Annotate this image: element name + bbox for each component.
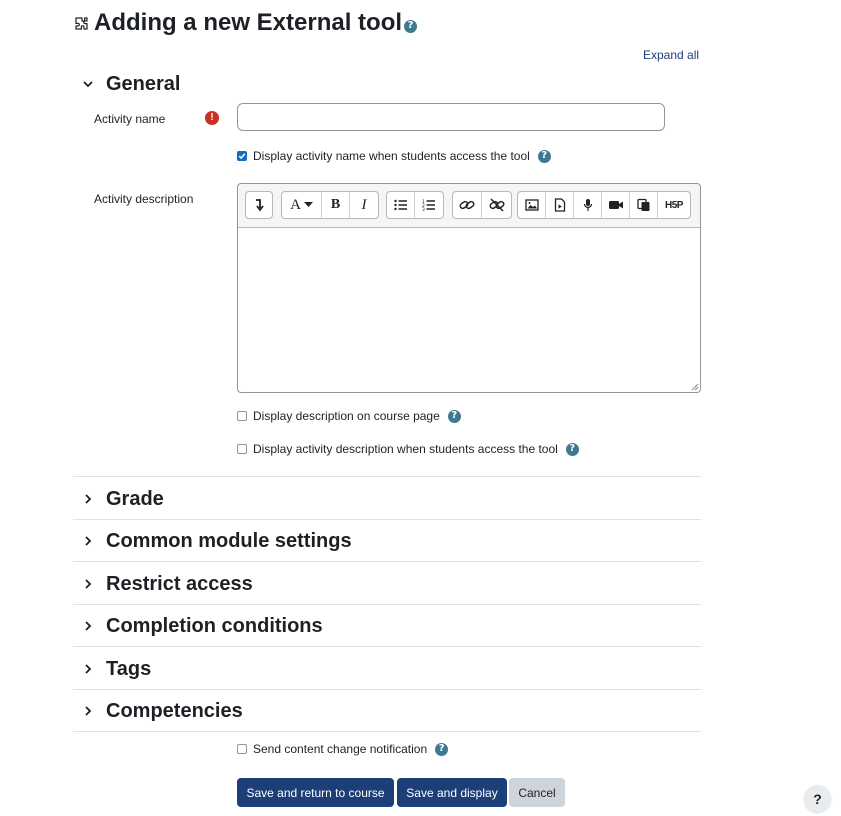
svg-text:3: 3: [422, 208, 425, 211]
section-title: Common module settings: [106, 529, 352, 552]
help-icon[interactable]: ?: [566, 443, 579, 456]
show-description-row: [237, 409, 461, 423]
unordered-list-icon[interactable]: [387, 192, 415, 218]
toolbar-group-media: [517, 191, 691, 219]
show-description-label: Display description on course page: [253, 409, 440, 423]
bold-icon[interactable]: [322, 192, 350, 218]
notify-row: [237, 742, 448, 756]
section-divider: [73, 561, 701, 562]
font-color-glyph: A: [290, 196, 301, 213]
section-completion-conditions[interactable]: [73, 605, 701, 647]
activity-description-label: Activity description: [94, 192, 194, 206]
link-icon[interactable]: [453, 192, 482, 218]
record-audio-icon[interactable]: [574, 192, 602, 218]
show-name-checkbox[interactable]: [237, 151, 247, 161]
puzzle-piece-icon: [73, 16, 91, 34]
required-icon: !: [205, 111, 219, 125]
save-and-return-button[interactable]: Save and return to course: [237, 778, 394, 807]
show-activity-description-label: Display activity description when students access the tool: [253, 442, 558, 456]
toolbar-group-lists: [386, 191, 444, 219]
chevron-down-icon: [82, 78, 94, 90]
show-name-label: Display activity name when students access the tool: [253, 149, 530, 163]
section-title: Tags: [106, 657, 152, 680]
section-competencies[interactable]: [73, 690, 701, 732]
resize-grip-icon[interactable]: [691, 383, 699, 391]
help-icon[interactable]: ?: [448, 410, 461, 423]
save-and-display-button[interactable]: Save and display: [397, 778, 507, 807]
toolbar-group-links: [452, 191, 512, 219]
editor-content-area[interactable]: [238, 228, 700, 392]
section-title: Competencies: [106, 699, 243, 722]
section-divider: [73, 646, 701, 647]
italic-glyph: I: [361, 196, 367, 213]
ordered-list-icon[interactable]: [415, 192, 443, 218]
show-description-checkbox[interactable]: [237, 411, 247, 421]
section-restrict-access[interactable]: [73, 563, 701, 605]
notify-label: Send content change notification: [253, 742, 428, 756]
unlink-icon[interactable]: [482, 192, 511, 218]
help-icon[interactable]: ?: [435, 743, 448, 756]
chevron-right-icon: [82, 535, 94, 547]
editor-toolbar: [238, 184, 700, 228]
font-color-icon[interactable]: [282, 192, 322, 218]
section-divider: [73, 731, 701, 732]
notify-checkbox[interactable]: [237, 744, 247, 754]
section-common-module-settings[interactable]: [73, 520, 701, 562]
media-icon[interactable]: [546, 192, 574, 218]
chevron-right-icon: [82, 620, 94, 632]
chevron-right-icon: [82, 493, 94, 505]
activity-name-input[interactable]: [237, 103, 665, 131]
expand-all-link[interactable]: Expand all: [643, 48, 700, 62]
manage-files-icon[interactable]: [630, 192, 658, 218]
show-activity-description-row: [237, 442, 579, 456]
section-divider: [73, 476, 701, 477]
svg-text:2: 2: [422, 204, 425, 209]
italic-icon[interactable]: [350, 192, 378, 218]
floating-help-button[interactable]: ?: [804, 785, 831, 812]
record-video-icon[interactable]: [602, 192, 630, 218]
bold-glyph: B: [330, 197, 341, 212]
help-icon[interactable]: ?: [404, 20, 417, 33]
svg-text:1: 1: [422, 200, 425, 205]
chevron-right-icon: [82, 663, 94, 675]
help-icon[interactable]: ?: [538, 150, 551, 163]
section-title: Restrict access: [106, 572, 253, 595]
activity-name-label: Activity name: [94, 112, 166, 126]
section-title: Grade: [106, 487, 164, 510]
toolbar-group-style: [281, 191, 379, 219]
image-icon[interactable]: [518, 192, 546, 218]
section-title: General: [106, 72, 181, 95]
h5p-icon[interactable]: [658, 192, 690, 218]
collapse-icon[interactable]: [246, 192, 272, 218]
show-name-row: [237, 149, 551, 163]
cancel-button[interactable]: Cancel: [509, 778, 565, 807]
description-editor: [237, 183, 701, 393]
section-general[interactable]: [73, 63, 701, 105]
toolbar-group-collapse: [245, 191, 273, 219]
page-title: Adding a new External tool: [94, 9, 403, 36]
section-grade[interactable]: [73, 478, 701, 520]
section-tags[interactable]: [73, 648, 701, 690]
h5p-label: H5P: [665, 199, 683, 211]
page-heading: [73, 8, 417, 38]
show-activity-description-checkbox[interactable]: [237, 444, 247, 454]
chevron-right-icon: [82, 578, 94, 590]
section-title: Completion conditions: [106, 614, 323, 637]
chevron-right-icon: [82, 705, 94, 717]
